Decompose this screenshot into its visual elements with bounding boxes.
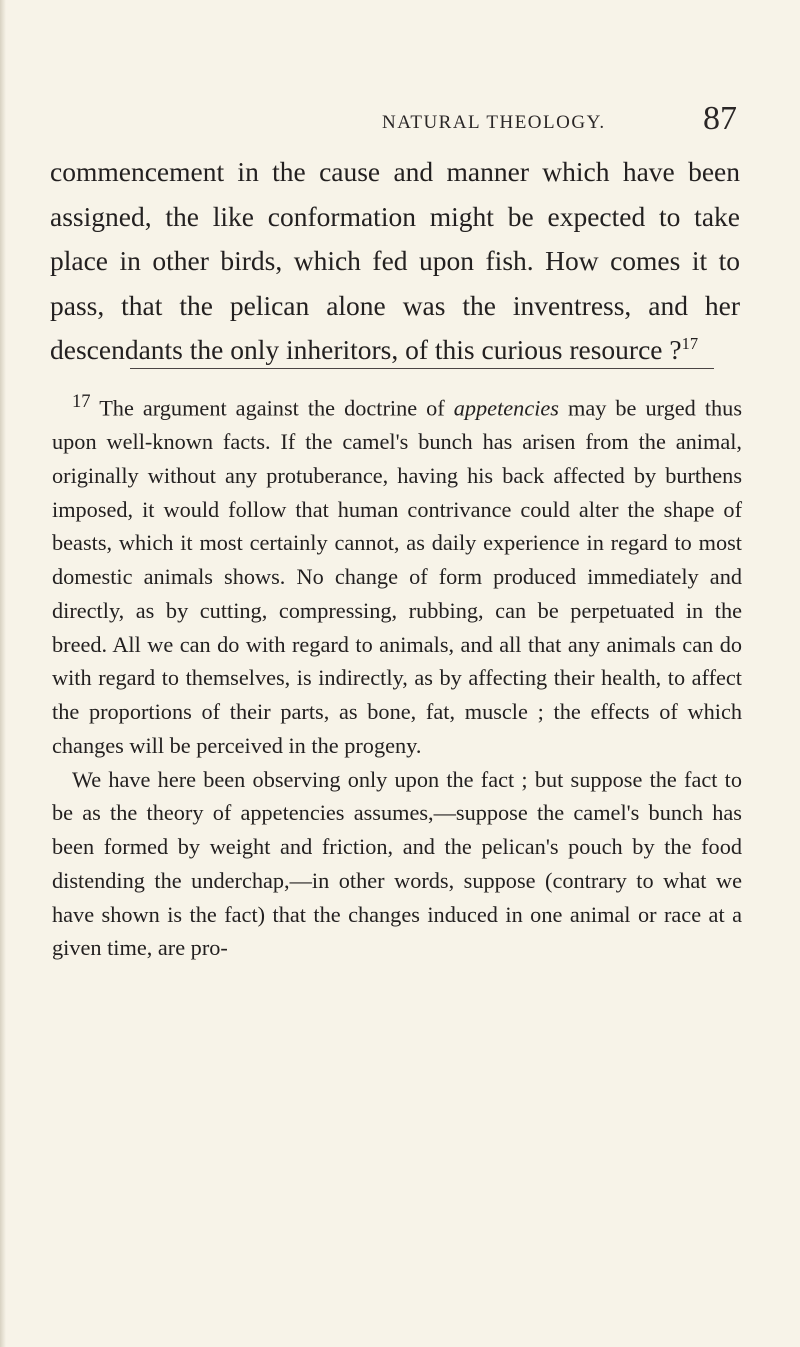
main-paragraph bbox=[50, 150, 740, 373]
footnote-reference: 17 bbox=[681, 334, 699, 354]
footnote-text-rest: may be urged thus upon well-known facts. If the camel's bunch has arisen from the animal, originally without any protuberance, having his back affected by burthens imposed, it would follow that human contrivance could alter the shape of beasts, which it most certainly cannot, as daily experience in regard to most domestic animals shows. No change of form produced immediately and directly, as by cutting, compressing, rubbing, can be perpetuated in the breed. All we can do with regard to animals, and all that any animals can do with regard to themselves, is indirectly, as by affecting their health, to affect the proportions of their parts, as bone, fat, muscle ; the effects of which changes will be perceived in the progeny. bbox=[52, 395, 742, 758]
footnote-separator bbox=[130, 368, 714, 369]
footnote-emphasis: appetencies bbox=[453, 395, 559, 421]
footnote-paragraph-1 bbox=[52, 385, 742, 763]
footnote-marker: 17 bbox=[72, 391, 91, 412]
main-paragraph-text: commencement in the cause and manner which have been assigned, the like conformation might be expected to take place in other birds, which fed upon fish. How comes it to pass, that the pelican alone was the inventress, and her descendants the only inheritors, of this curious resource ? bbox=[50, 156, 740, 366]
footnote-text-start: The argument against the doctrine of bbox=[99, 395, 445, 421]
footnote-block bbox=[52, 385, 742, 965]
page-edge bbox=[0, 0, 6, 1347]
running-head: NATURAL THEOLOGY. bbox=[382, 112, 606, 133]
footnote-paragraph-2: We have here been observing only upon the fact ; but suppose the fact to be as the theory of appetencies assumes,—suppose the camel's bunch has been formed by weight and friction, and the pelican's pouch by the food distending the underchap,—in other words, suppose (contrary to what we have shown is the fact) that the changes induced in one animal or race at a given time, are pro- bbox=[52, 766, 742, 961]
page-number: 87 bbox=[703, 100, 737, 137]
